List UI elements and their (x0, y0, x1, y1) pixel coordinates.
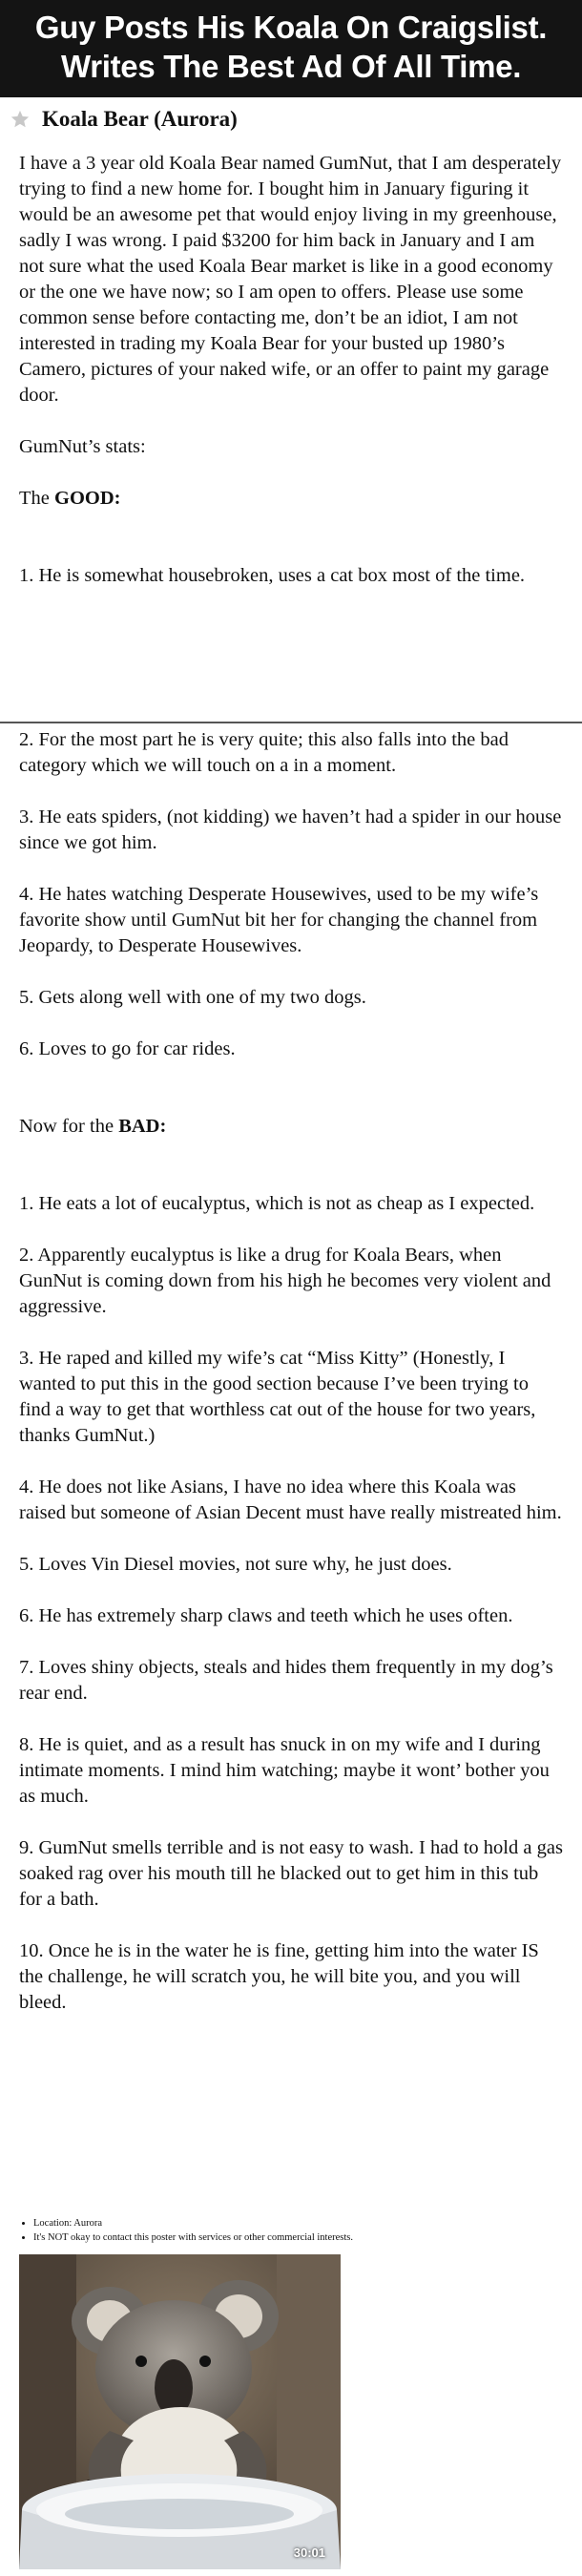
good-item: 1. He is somewhat housebroken, uses a cat box most of the time. (19, 565, 526, 586)
bad-item: 2. Apparently eucalyptus is like a drug for Koala Bears, when GunNut is coming down from his high he becomes very violent and aggressive. (19, 1245, 551, 1317)
bad-item: 6. He has extremely sharp claws and teeth which he uses often. (19, 1605, 513, 1626)
post-title: Koala Bear (Aurora) (42, 107, 238, 131)
bad-heading-label: BAD: (118, 1116, 167, 1137)
post-meta-list (19, 2216, 577, 2245)
bad-item: 8. He is quiet, and as a result has snuck in on my wife and I during intimate moments. I mind him watching; maybe it wont’ bother you as much. (19, 1734, 550, 1807)
post-body-lower (19, 727, 563, 2042)
banner-line-1: Guy Posts His Koala On Craigslist. (34, 10, 548, 45)
good-item: 5. Gets along well with one of my two dogs. (19, 987, 366, 1008)
good-heading (19, 486, 563, 512)
good-item: 6. Loves to go for car rides. (19, 1038, 236, 1059)
divider (0, 722, 582, 723)
stats-label: GumNut’s stats: (19, 436, 146, 457)
bad-item: 3. He raped and killed my wife’s cat “Miss Kitty” (Honestly, I wanted to put this in the good section because I’ve been trying to find a way to get that worthless cat out of the house for two years, thanks GumNut.) (19, 1348, 536, 1446)
koala-in-tub-image (19, 2254, 341, 2569)
post-intro: I have a 3 year old Koala Bear named GumNut, that I am desperately trying to find a new home for. I bought him in January figuring it would be an awesome pet that would enjoy living in my greenhouse, sadly I was wrong. I paid $3200 for him back in January and I am not sure what the used Koala Bear market is like in a good economy or the one we have now; so I am open to offers. Please use some common sense before contacting me, don’t be an idiot, I am not interested in trading my Koala Bear for your busted up 1980’s Camero, pictures of your naked wife, or an offer to paint my garage door. (19, 153, 562, 406)
koala-photo[interactable] (19, 2254, 341, 2569)
banner-line-2: Writes The Best Ad Of All Time. (60, 49, 522, 84)
contact-notice: • It's NOT okay to contact this poster with services or other commercial interests. (33, 2230, 577, 2245)
star-icon[interactable] (10, 109, 31, 130)
good-item: 4. He hates watching Desperate Housewives, used to be my wife’s favorite show until GumNut bit her for changing the channel from Jeopardy, to Desperate Housewives. (19, 884, 539, 956)
bad-item: 1. He eats a lot of eucalyptus, which is not as cheap as I expected. (19, 1193, 535, 1214)
location-meta: • Location: Aurora (33, 2216, 577, 2230)
post-body-upper (19, 151, 563, 589)
header-banner (0, 0, 582, 97)
good-item: 2. For the most part he is very quite; this also falls into the bad category which we will touch on a in a moment. (19, 729, 509, 776)
post-title-row (10, 103, 572, 136)
good-heading-prefix: The (19, 488, 54, 509)
bad-item: 10. Once he is in the water he is fine, getting him into the water IS the challenge, he will scratch you, he will bite you, and you will bleed. (19, 1940, 539, 2013)
bad-item: 9. GumNut smells terrible and is not easy to wash. I had to hold a gas soaked rag over his mouth till he blacked out to get him in this tub for a bath. (19, 1837, 563, 1910)
good-heading-label: GOOD: (54, 488, 121, 509)
bad-item: 5. Loves Vin Diesel movies, not sure why, he just does. (19, 1554, 452, 1575)
bad-item: 7. Loves shiny objects, steals and hides them frequently in my dog’s rear end. (19, 1657, 553, 1704)
bad-item: 4. He does not like Asians, I have no idea where this Koala was raised but someone of Asian Decent must have really mistreated him. (19, 1476, 562, 1523)
good-item: 3. He eats spiders, (not kidding) we haven’t had a spider in our house since we got him. (19, 806, 562, 853)
bad-heading-prefix: Now for the (19, 1116, 119, 1137)
photo-timestamp: 30:01 (293, 2545, 325, 2560)
bad-heading (19, 1114, 563, 1140)
